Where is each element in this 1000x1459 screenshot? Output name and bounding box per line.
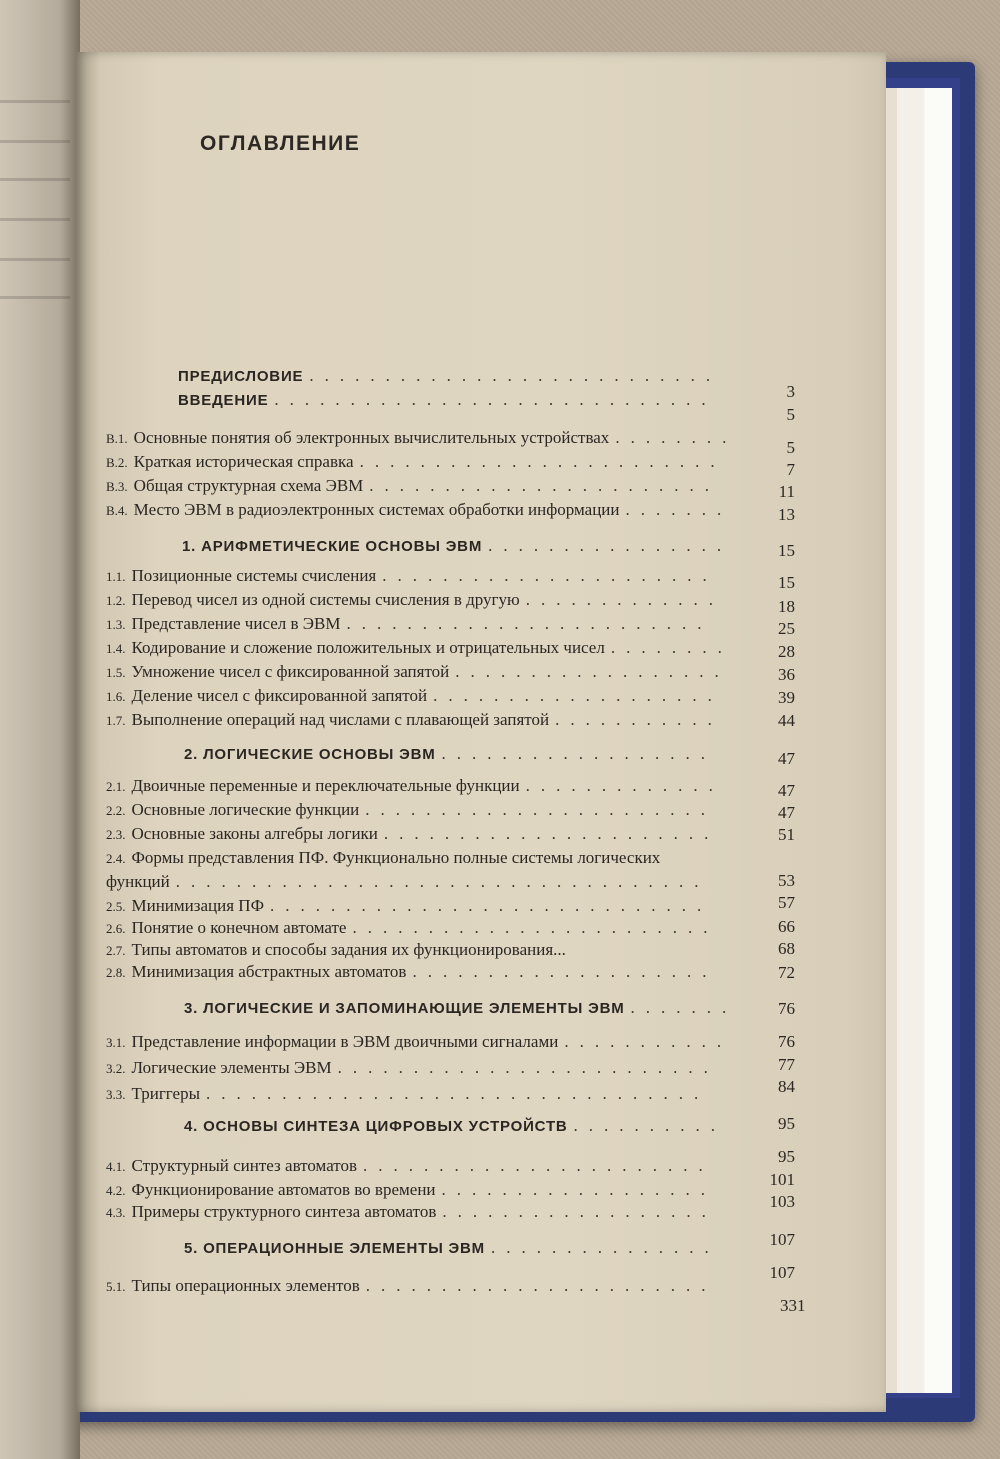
toc-page-number: 53 <box>778 871 795 890</box>
toc-page-number: 15 <box>778 541 795 560</box>
toc-leader-dots: ............. <box>525 776 724 795</box>
toc-leader-dots: ............................. <box>274 390 717 409</box>
toc-entry-title: 3. ЛОГИЧЕСКИЕ И ЗАПОМИНАЮЩИЕ ЭЛЕМЕНТЫ ЭВМ <box>184 1000 625 1017</box>
toc-page-number: 47 <box>778 803 795 822</box>
toc-page-number: 25 <box>778 619 795 638</box>
toc-leader-dots: ....................... <box>363 1156 714 1175</box>
toc-entry-number: 2.2. <box>106 803 126 818</box>
toc-entry-title: Типы автоматов и способы задания их функционирования... <box>131 940 566 959</box>
toc-entry-title: функций <box>106 872 170 891</box>
toc-entry <box>106 1156 714 1180</box>
toc-entry <box>106 1180 716 1204</box>
toc-entry <box>106 1276 716 1300</box>
toc-entry-title: Минимизация ПФ <box>131 896 264 915</box>
toc-leader-dots: ............. <box>525 590 724 609</box>
toc-chapter-heading <box>182 536 732 560</box>
toc-leader-dots: ................................. <box>206 1084 710 1103</box>
toc-leader-dots: ........................ <box>359 452 726 471</box>
toc-entry-title: Формы представления ПФ. Функционально полные системы логических <box>131 848 661 867</box>
toc-entry-title: Краткая историческая справка <box>133 452 354 471</box>
toc-entry <box>106 590 724 614</box>
toc-entry <box>106 872 710 896</box>
toc-page-number: 13 <box>778 505 795 524</box>
toc-page-number: 51 <box>778 825 795 844</box>
toc-entry-number: В.3. <box>106 479 128 494</box>
toc-leader-dots: ........... <box>555 710 723 729</box>
toc-chapter-heading <box>184 998 737 1022</box>
toc-leader-dots: ................... <box>433 686 723 705</box>
toc-entry <box>106 896 712 920</box>
toc-entry <box>106 638 733 662</box>
toc-entry-number: 1.7. <box>106 713 126 728</box>
toc-page-number: 84 <box>778 1077 795 1096</box>
toc-entry-title: Основные логические функции <box>131 800 360 819</box>
toc-entry-number: 4.2. <box>106 1183 126 1198</box>
toc-entry-number: 2.6. <box>106 921 126 936</box>
toc-entry <box>106 1058 719 1082</box>
toc-entry-title: Логические элементы ЭВМ <box>131 1058 332 1077</box>
toc-entry-title: Триггеры <box>131 1084 201 1103</box>
toc-entry-number: 2.4. <box>106 851 126 866</box>
toc-entry-title: Двоичные переменные и переключательные функции <box>131 776 520 795</box>
toc-entry-number: 3.1. <box>106 1035 126 1050</box>
toc-entry-number: 2.8. <box>106 965 126 980</box>
toc-entry <box>106 800 716 824</box>
toc-page-number: 77 <box>778 1055 795 1074</box>
toc-page-number: 47 <box>778 749 795 768</box>
toc-entry-title: ВВЕДЕНИЕ <box>178 392 269 409</box>
toc-entry-number: 1.4. <box>106 641 126 656</box>
toc-leader-dots: ....... <box>630 998 738 1017</box>
toc-entry-title: Основные понятия об электронных вычислительных устройствах <box>133 428 610 447</box>
toc-page-number: 5 <box>786 405 795 424</box>
toc-page-number: 28 <box>778 642 795 661</box>
toc-leader-dots: .................. <box>455 662 730 681</box>
toc-entry-title: Место ЭВМ в радиоэлектронных системах обработки информации <box>133 500 620 519</box>
toc-entry <box>106 940 566 964</box>
toc-entry-title: Понятие о конечном автомате <box>131 918 347 937</box>
toc-leader-dots: .................. <box>441 1180 717 1199</box>
toc-entry-number: В.1. <box>106 431 128 446</box>
toc-page-number: 47 <box>778 781 795 800</box>
toc-entry-title: Структурный синтез автоматов <box>131 1156 358 1175</box>
toc-chapter-heading <box>184 1116 726 1140</box>
toc-entry-title: Примеры структурного синтеза автоматов <box>131 1202 437 1221</box>
toc-entry-title: Представление чисел в ЭВМ <box>131 614 341 633</box>
toc-entry-title: Позиционные системы счисления <box>131 566 377 585</box>
toc-leader-dots: .................. <box>442 1202 717 1221</box>
toc-entry <box>106 1202 717 1226</box>
toc-page-number: 18 <box>778 597 795 616</box>
toc-leader-dots: ............................. <box>270 896 713 915</box>
toc-page-number: 11 <box>778 482 795 501</box>
toc-page-number: 66 <box>778 917 795 936</box>
toc-entry <box>106 1084 709 1108</box>
toc-entry-title: 2. ЛОГИЧЕСКИЕ ОСНОВЫ ЭВМ <box>184 746 436 763</box>
toc-entry <box>106 824 719 848</box>
toc-entry-title: Представление информации в ЭВМ двоичными сигналами <box>131 1032 559 1051</box>
toc-entry-number: В.2. <box>106 455 128 470</box>
toc-entry-number: 1.5. <box>106 665 126 680</box>
toc-page-number: 95 <box>778 1114 795 1133</box>
toc-entry <box>106 452 726 476</box>
toc-page-number: 101 <box>769 1170 795 1189</box>
toc-entry <box>106 962 717 986</box>
toc-leader-dots: ........ <box>610 638 733 657</box>
toc-entry-number: 3.3. <box>106 1087 126 1102</box>
toc-leader-dots: ....................... <box>365 1276 717 1295</box>
toc-leader-dots: .................... <box>412 962 718 981</box>
toc-entry <box>106 686 723 710</box>
toc-page-number: 3 <box>786 382 795 401</box>
toc-entry <box>106 918 718 942</box>
toc-entry-number: 4.3. <box>106 1205 126 1220</box>
toc-leader-dots: ........................ <box>346 614 713 633</box>
toc-entry-title: ПРЕДИСЛОВИЕ <box>178 368 304 385</box>
toc-entry <box>106 776 724 800</box>
toc-leader-dots: ......................... <box>337 1058 719 1077</box>
toc-page-number: 68 <box>778 939 795 958</box>
toc-entry <box>106 566 718 590</box>
toc-entry-title: 1. АРИФМЕТИЧЕСКИЕ ОСНОВЫ ЭВМ <box>182 538 483 555</box>
toc-entry-title: Выполнение операций над числами с плавающей запятой <box>131 710 550 729</box>
toc-leader-dots: .......... <box>573 1116 727 1135</box>
page-title: ОГЛАВЛЕНИЕ <box>200 132 361 155</box>
toc-leader-dots: ........................ <box>352 918 719 937</box>
page-number: 331 <box>780 1296 806 1315</box>
toc-chapter-heading <box>184 1238 720 1262</box>
toc-page-number: 76 <box>778 1032 795 1051</box>
toc-entry-number: 1.6. <box>106 689 126 704</box>
toc-page-number: 57 <box>778 893 795 912</box>
toc-page-number: 39 <box>778 688 795 707</box>
toc-entry <box>106 848 660 872</box>
toc-page-number: 76 <box>778 999 795 1018</box>
toc-entry-title: Функционирование автоматов во времени <box>131 1180 436 1199</box>
toc-page-number: 15 <box>778 573 795 592</box>
toc-page-number: 72 <box>778 963 795 982</box>
toc-entry-number: 3.2. <box>106 1061 126 1076</box>
toc-entry-number: В.4. <box>106 503 128 518</box>
toc-leader-dots: .................. <box>441 744 717 763</box>
toc-entry <box>178 366 721 390</box>
toc-page-number: 107 <box>769 1263 795 1282</box>
toc-entry-number: 2.5. <box>106 899 126 914</box>
toc-page-number: 107 <box>769 1230 795 1249</box>
toc-leader-dots: ....................... <box>369 476 721 495</box>
toc-entry <box>178 390 717 414</box>
toc-leader-dots: ........ <box>615 428 738 447</box>
toc-entry-number: 2.1. <box>106 779 126 794</box>
toc-entry <box>106 428 737 452</box>
toc-leader-dots: ....................... <box>365 800 717 819</box>
toc-page-number: 36 <box>778 665 795 684</box>
toc-leader-dots: ...................... <box>382 566 718 585</box>
toc-entry-number: 1.2. <box>106 593 126 608</box>
toc-leader-dots: ........... <box>564 1032 733 1051</box>
toc-entry <box>106 710 723 734</box>
toc-entry-title: 5. ОПЕРАЦИОННЫЕ ЭЛЕМЕНТЫ ЭВМ <box>184 1240 485 1257</box>
toc-entry-title: Деление чисел с фиксированной запятой <box>131 686 428 705</box>
toc-entry-title: 4. ОСНОВЫ СИНТЕЗА ЦИФРОВЫХ УСТРОЙСТВ <box>184 1118 568 1135</box>
toc-entry-number: 2.3. <box>106 827 126 842</box>
toc-page-number: 95 <box>778 1147 795 1166</box>
toc-entry-number: 1.1. <box>106 569 126 584</box>
left-facing-page <box>0 0 80 1459</box>
toc-entry-title: Минимизация абстрактных автоматов <box>131 962 407 981</box>
toc-leader-dots: ............... <box>490 1238 720 1257</box>
toc-entry-title: Перевод чисел из одной системы счисления в другую <box>131 590 520 609</box>
toc-entry-title: Умножение чисел с фиксированной запятой <box>131 662 450 681</box>
toc-entry-title: Общая структурная схема ЭВМ <box>133 476 364 495</box>
toc-page-number: 5 <box>786 438 795 457</box>
toc-entry <box>106 476 720 500</box>
toc-leader-dots: ....... <box>625 500 733 519</box>
toc-entry-title: Основные законы алгебры логики <box>131 824 378 843</box>
toc-entry-title: Типы операционных элементов <box>131 1276 360 1295</box>
toc-entry-number: 2.7. <box>106 943 126 958</box>
toc-leader-dots: ................................... <box>175 872 710 891</box>
toc-entry-number: 4.1. <box>106 1159 126 1174</box>
toc-entry-number: 1.3. <box>106 617 126 632</box>
toc-entry <box>106 662 730 686</box>
toc-entry <box>106 500 732 524</box>
toc-leader-dots: ........................... <box>309 366 722 385</box>
toc-leader-dots: ...................... <box>383 824 720 843</box>
toc-page-number: 103 <box>769 1192 795 1211</box>
toc-entry-number: 5.1. <box>106 1279 126 1294</box>
toc-entry-title: Кодирование и сложение положительных и отрицательных чисел <box>131 638 605 657</box>
toc-page-number: 44 <box>778 711 795 730</box>
toc-leader-dots: ................ <box>488 536 733 555</box>
toc-entry <box>106 614 712 638</box>
toc-chapter-heading <box>184 744 716 768</box>
toc-page-number: 7 <box>786 460 795 479</box>
toc-entry <box>106 1032 732 1056</box>
